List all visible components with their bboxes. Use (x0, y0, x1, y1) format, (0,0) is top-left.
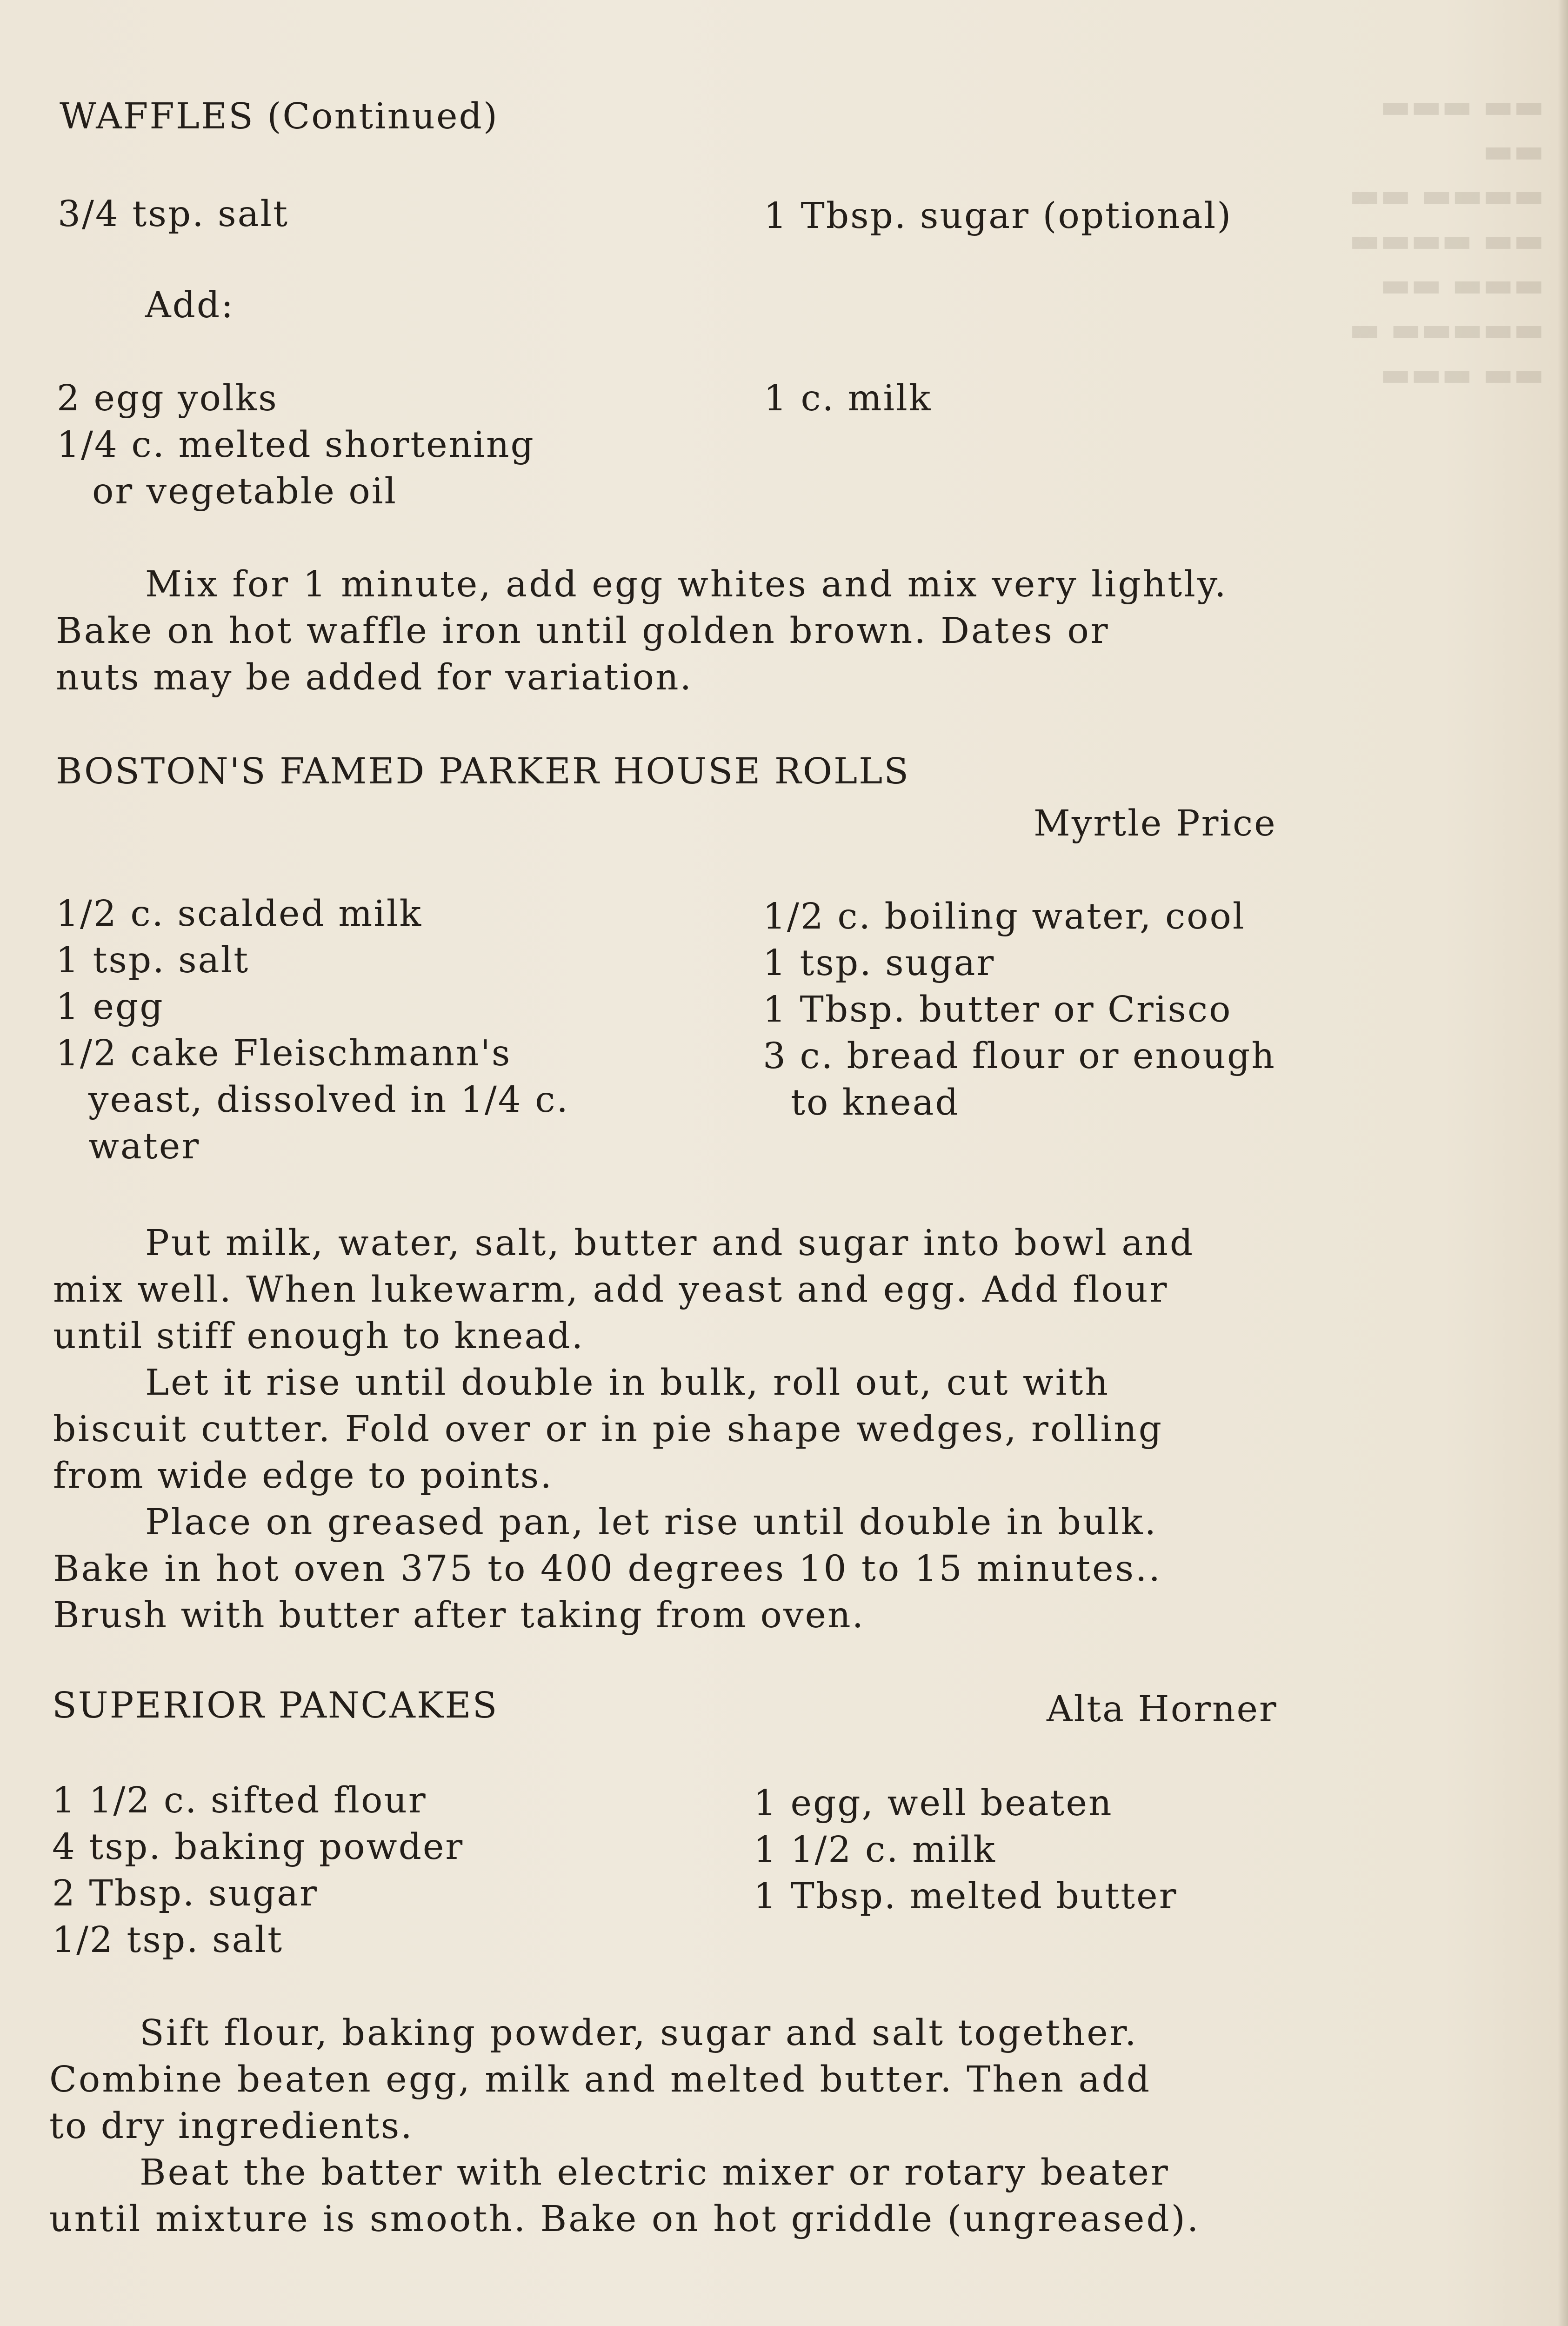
waffles-ingredient: 1/4 c. melted shortening (57, 424, 535, 466)
waffles-ingredient: 1 Tbsp. sugar (optional) (764, 195, 1233, 237)
pancakes-ingredient: 1 1/2 c. milk (754, 1829, 996, 1871)
parker-directions-line: from wide edge to points. (53, 1455, 553, 1497)
parker-ingredient: 1/2 cake Fleischmann's (56, 1033, 512, 1074)
parker-heading: BOSTON'S FAMED PARKER HOUSE ROLLS (56, 751, 910, 792)
waffles-ingredient: 2 egg yolks (57, 378, 278, 419)
parker-directions-line: Brush with butter after taking from oven. (53, 1595, 865, 1636)
waffles-directions-line: Mix for 1 minute, add egg whites and mix very lightly. (145, 564, 1228, 605)
parker-ingredient: 1 tsp. sugar (763, 942, 995, 984)
pancakes-directions-line: to dry ingredients. (49, 2105, 414, 2147)
parker-ingredient: 1 egg (56, 986, 164, 1028)
parker-ingredient: water (88, 1126, 200, 1167)
waffles-heading: WAFFLES (Continued) (60, 96, 499, 137)
parker-ingredient: 1 Tbsp. butter or Crisco (763, 989, 1232, 1030)
pancakes-ingredient: 1 1/2 c. sifted flour (52, 1780, 427, 1821)
parker-directions-line: until stiff enough to knead. (53, 1316, 585, 1357)
parker-directions-line: Let it rise until double in bulk, roll out, cut with (145, 1362, 1110, 1404)
pancakes-directions-line: Sift flour, baking powder, sugar and salt together. (140, 2012, 1138, 2054)
pancakes-ingredient: 1/2 tsp. salt (52, 1919, 284, 1961)
pancakes-directions-line: Combine beaten egg, milk and melted butter. Then add (49, 2059, 1152, 2100)
pancakes-directions-line: Beat the batter with electric mixer or rotary beater (140, 2152, 1170, 2193)
waffles-add-label: Add: (145, 285, 235, 326)
bleed-through-texture: ▬▬ ▬▬▬ ▬▬ ▬▬▬▬ ▬▬ ▬▬ ▬▬▬▬ ▬▬▬ ▬▬ ▬▬▬▬▬ ▬ ▬▬ ▬▬▬ (1349, 87, 1544, 393)
pancakes-ingredient: 2 Tbsp. sugar (52, 1873, 318, 1914)
pancakes-ingredient: 1 Tbsp. melted butter (754, 1876, 1178, 1917)
parker-directions-line: biscuit cutter. Fold over or in pie shape wedges, rolling (53, 1409, 1164, 1450)
pancakes-heading: SUPERIOR PANCAKES (52, 1685, 499, 1726)
parker-ingredient: 1/2 c. scalded milk (56, 893, 423, 935)
pancakes-directions-line: until mixture is smooth. Bake on hot griddle (ungreased). (49, 2199, 1201, 2240)
pancakes-ingredient: 1 egg, well beaten (754, 1783, 1113, 1824)
parker-ingredient: 3 c. bread flour or enough (763, 1036, 1276, 1077)
parker-ingredient: yeast, dissolved in 1/4 c. (88, 1079, 569, 1121)
parker-ingredient: to knead (791, 1082, 960, 1123)
parker-directions-line: Place on greased pan, let rise until double in bulk. (145, 1502, 1158, 1543)
parker-ingredient: 1 tsp. salt (56, 940, 250, 981)
waffles-ingredient: or vegetable oil (92, 471, 397, 512)
waffles-ingredient: 1 c. milk (764, 378, 932, 419)
pancakes-ingredient: 4 tsp. baking powder (52, 1826, 464, 1868)
pancakes-author: Alta Horner (1047, 1689, 1278, 1730)
parker-directions-line: Bake in hot oven 375 to 400 degrees 10 to 15 minutes.. (53, 1548, 1162, 1590)
parker-directions-line: Put milk, water, salt, butter and sugar into bowl and (145, 1223, 1195, 1264)
waffles-ingredient: 3/4 tsp. salt (58, 194, 289, 235)
page-edge-shadow (1558, 0, 1568, 2326)
parker-author: Myrtle Price (1034, 803, 1277, 844)
parker-directions-line: mix well. When lukewarm, add yeast and egg. Add flour (53, 1269, 1169, 1310)
parker-ingredient: 1/2 c. boiling water, cool (763, 896, 1246, 937)
waffles-directions-line: nuts may be added for variation. (56, 657, 693, 698)
waffles-directions-line: Bake on hot waffle iron until golden brown. Dates or (56, 610, 1110, 652)
